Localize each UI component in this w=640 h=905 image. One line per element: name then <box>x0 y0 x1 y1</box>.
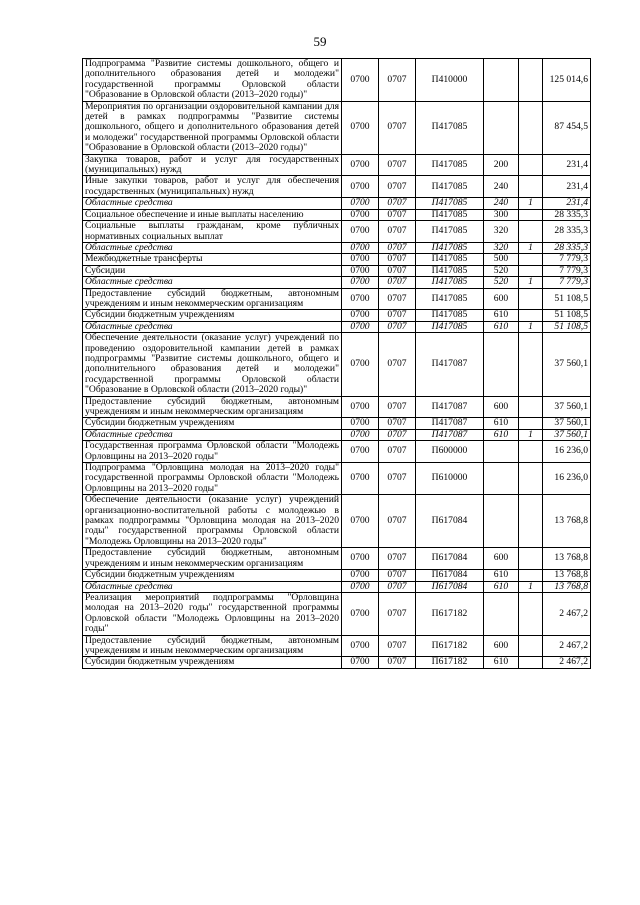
table-row <box>83 333 591 396</box>
amount: 16 236,0 <box>543 463 591 495</box>
subsection-code: 0707 <box>379 101 416 154</box>
target-article-code: П617182 <box>416 657 484 668</box>
section-code: 0700 <box>342 265 379 276</box>
row-name: Субсидии <box>83 265 342 276</box>
funding-source-code <box>519 59 543 102</box>
expense-type-code: 610 <box>484 581 519 592</box>
section-code: 0700 <box>342 495 379 548</box>
row-name: Областные средства <box>83 277 342 288</box>
section-code: 0700 <box>342 635 379 657</box>
subsection-code: 0707 <box>379 221 416 243</box>
amount: 13 768,8 <box>543 495 591 548</box>
subsection-code: 0707 <box>379 581 416 592</box>
section-code: 0700 <box>342 463 379 495</box>
amount: 37 560,1 <box>543 429 591 440</box>
subsection-code: 0707 <box>379 242 416 253</box>
table-row <box>83 176 591 198</box>
subsection-code: 0707 <box>379 198 416 209</box>
funding-source-code <box>519 570 543 581</box>
subsection-code: 0707 <box>379 254 416 265</box>
subsection-code: 0707 <box>379 277 416 288</box>
table-row <box>83 418 591 429</box>
subsection-code: 0707 <box>379 429 416 440</box>
target-article-code: П417085 <box>416 154 484 176</box>
table-row <box>83 635 591 657</box>
section-code: 0700 <box>342 429 379 440</box>
funding-source-code <box>519 592 543 635</box>
subsection-code: 0707 <box>379 592 416 635</box>
table-row <box>83 254 591 265</box>
funding-source-code: 1 <box>519 321 543 332</box>
amount: 7 779,3 <box>543 277 591 288</box>
row-name: Социальное обеспечение и иные выплаты населению <box>83 209 342 220</box>
table-row <box>83 310 591 321</box>
section-code: 0700 <box>342 441 379 463</box>
table-row <box>83 429 591 440</box>
table-row <box>83 242 591 253</box>
expense-type-code <box>484 333 519 396</box>
expense-type-code: 610 <box>484 570 519 581</box>
row-name: Областные средства <box>83 198 342 209</box>
funding-source-code <box>519 441 543 463</box>
funding-source-code <box>519 288 543 310</box>
subsection-code: 0707 <box>379 333 416 396</box>
section-code: 0700 <box>342 548 379 570</box>
target-article-code: П417085 <box>416 277 484 288</box>
subsection-code: 0707 <box>379 418 416 429</box>
expense-type-code <box>484 463 519 495</box>
target-article-code: П610000 <box>416 463 484 495</box>
table-row <box>83 321 591 332</box>
funding-source-code <box>519 548 543 570</box>
target-article-code: П617084 <box>416 570 484 581</box>
amount: 37 560,1 <box>543 418 591 429</box>
target-article-code: П617084 <box>416 548 484 570</box>
expense-type-code: 610 <box>484 657 519 668</box>
section-code: 0700 <box>342 310 379 321</box>
table-row <box>83 59 591 102</box>
row-name: Государственная программа Орловской области "Молодежь Орловщины на 2013–2020 годы" <box>83 441 342 463</box>
subsection-code: 0707 <box>379 463 416 495</box>
funding-source-code <box>519 418 543 429</box>
table-row <box>83 548 591 570</box>
expense-type-code: 610 <box>484 418 519 429</box>
expense-type-code: 300 <box>484 209 519 220</box>
amount: 13 768,8 <box>543 581 591 592</box>
target-article-code: П417085 <box>416 265 484 276</box>
table-row <box>83 277 591 288</box>
amount: 37 560,1 <box>543 333 591 396</box>
expense-type-code: 610 <box>484 321 519 332</box>
expense-type-code: 600 <box>484 635 519 657</box>
target-article-code: П417085 <box>416 101 484 154</box>
section-code: 0700 <box>342 333 379 396</box>
funding-source-code: 1 <box>519 242 543 253</box>
amount: 2 467,2 <box>543 592 591 635</box>
subsection-code: 0707 <box>379 310 416 321</box>
table-row <box>83 495 591 548</box>
amount: 51 108,5 <box>543 321 591 332</box>
section-code: 0700 <box>342 198 379 209</box>
row-name: Областные средства <box>83 581 342 592</box>
table-row <box>83 396 591 418</box>
expense-type-code: 320 <box>484 221 519 243</box>
expense-type-code: 240 <box>484 198 519 209</box>
amount: 7 779,3 <box>543 254 591 265</box>
budget-table <box>82 58 591 669</box>
expense-type-code <box>484 495 519 548</box>
row-name: Субсидии бюджетным учреждениям <box>83 418 342 429</box>
row-name: Подпрограмма "Орловщина молодая на 2013–2020 годы" государственной программы Орловской области "Молодежь Орловщины на 2013–2020 годы" <box>83 463 342 495</box>
section-code: 0700 <box>342 59 379 102</box>
expense-type-code: 320 <box>484 242 519 253</box>
subsection-code: 0707 <box>379 288 416 310</box>
expense-type-code: 240 <box>484 176 519 198</box>
amount: 125 014,6 <box>543 59 591 102</box>
subsection-code: 0707 <box>379 176 416 198</box>
target-article-code: П600000 <box>416 441 484 463</box>
table-row <box>83 101 591 154</box>
row-name: Реализация мероприятий подпрограммы "Орловщина молодая на 2013–2020 годы" государственной программы Орловской области "Молодежь Орловщины на 2013–2020 годы" <box>83 592 342 635</box>
subsection-code: 0707 <box>379 396 416 418</box>
section-code: 0700 <box>342 154 379 176</box>
expense-type-code: 200 <box>484 154 519 176</box>
expense-type-code: 500 <box>484 254 519 265</box>
row-name: Обеспечение деятельности (оказание услуг) учреждений по проведению оздоровительной кампании детей в рамках подпрограммы "Развитие системы дошкольного, общего и дополнительного образования детей и молодежи" государственной программы Орловской области "Образование в Орловской области (2013–2020 годы)" <box>83 333 342 396</box>
target-article-code: П417085 <box>416 242 484 253</box>
target-article-code: П417087 <box>416 396 484 418</box>
table-row <box>83 209 591 220</box>
subsection-code: 0707 <box>379 154 416 176</box>
table-body <box>83 59 591 669</box>
target-article-code: П417085 <box>416 209 484 220</box>
amount: 28 335,3 <box>543 221 591 243</box>
subsection-code: 0707 <box>379 657 416 668</box>
section-code: 0700 <box>342 592 379 635</box>
funding-source-code <box>519 176 543 198</box>
funding-source-code: 1 <box>519 429 543 440</box>
row-name: Областные средства <box>83 321 342 332</box>
table-row <box>83 221 591 243</box>
funding-source-code <box>519 657 543 668</box>
subsection-code: 0707 <box>379 635 416 657</box>
section-code: 0700 <box>342 570 379 581</box>
subsection-code: 0707 <box>379 548 416 570</box>
amount: 231,4 <box>543 154 591 176</box>
section-code: 0700 <box>342 254 379 265</box>
funding-source-code <box>519 635 543 657</box>
amount: 13 768,8 <box>543 570 591 581</box>
funding-source-code: 1 <box>519 277 543 288</box>
amount: 16 236,0 <box>543 441 591 463</box>
table-row <box>83 154 591 176</box>
funding-source-code <box>519 463 543 495</box>
target-article-code: П417085 <box>416 254 484 265</box>
expense-type-code <box>484 59 519 102</box>
section-code: 0700 <box>342 277 379 288</box>
target-article-code: П417085 <box>416 310 484 321</box>
funding-source-code <box>519 310 543 321</box>
section-code: 0700 <box>342 657 379 668</box>
table-row <box>83 463 591 495</box>
row-name: Обеспечение деятельности (оказание услуг) учреждений организационно-воспитательной работы с молодежью в рамках подпрограммы "Орловщина молодая на 2013–2020 годы" государственной программы Орловской области "Молодежь Орловщины на 2013–2020 годы" <box>83 495 342 548</box>
section-code: 0700 <box>342 101 379 154</box>
amount: 51 108,5 <box>543 288 591 310</box>
subsection-code: 0707 <box>379 59 416 102</box>
section-code: 0700 <box>342 396 379 418</box>
table-row <box>83 198 591 209</box>
target-article-code: П410000 <box>416 59 484 102</box>
funding-source-code <box>519 154 543 176</box>
row-name: Предоставление субсидий бюджетным, автономным учреждениям и иным некоммерческим организациям <box>83 635 342 657</box>
target-article-code: П417085 <box>416 198 484 209</box>
target-article-code: П617182 <box>416 635 484 657</box>
expense-type-code: 600 <box>484 288 519 310</box>
subsection-code: 0707 <box>379 321 416 332</box>
row-name: Субсидии бюджетным учреждениям <box>83 310 342 321</box>
expense-type-code: 610 <box>484 429 519 440</box>
table-row <box>83 592 591 635</box>
table-row <box>83 581 591 592</box>
row-name: Социальные выплаты гражданам, кроме публичных нормативных социальных выплат <box>83 221 342 243</box>
target-article-code: П417085 <box>416 221 484 243</box>
table-row <box>83 657 591 668</box>
expense-type-code: 610 <box>484 310 519 321</box>
expense-type-code: 520 <box>484 277 519 288</box>
row-name: Иные закупки товаров, работ и услуг для обеспечения государственных (муниципальных) нужд <box>83 176 342 198</box>
expense-type-code: 600 <box>484 396 519 418</box>
table-row <box>83 288 591 310</box>
table-row <box>83 570 591 581</box>
target-article-code: П417085 <box>416 176 484 198</box>
target-article-code: П617084 <box>416 495 484 548</box>
funding-source-code <box>519 396 543 418</box>
row-name: Мероприятия по организации оздоровительной кампании для детей в рамках подпрограммы "Развитие системы дошкольного, общего и дополнительного образования детей и молодежи" государственной программы Орловской области "Образование в Орловской области (2013–2020 годы)" <box>83 101 342 154</box>
section-code: 0700 <box>342 176 379 198</box>
target-article-code: П417087 <box>416 418 484 429</box>
section-code: 0700 <box>342 221 379 243</box>
amount: 51 108,5 <box>543 310 591 321</box>
row-name: Субсидии бюджетным учреждениям <box>83 657 342 668</box>
funding-source-code <box>519 209 543 220</box>
row-name: Закупка товаров, работ и услуг для государственных (муниципальных) нужд <box>83 154 342 176</box>
target-article-code: П617182 <box>416 592 484 635</box>
subsection-code: 0707 <box>379 209 416 220</box>
funding-source-code <box>519 333 543 396</box>
section-code: 0700 <box>342 581 379 592</box>
funding-source-code <box>519 495 543 548</box>
target-article-code: П417087 <box>416 333 484 396</box>
row-name: Предоставление субсидий бюджетным, автономным учреждениям и иным некоммерческим организациям <box>83 288 342 310</box>
table-row <box>83 441 591 463</box>
row-name: Предоставление субсидий бюджетным, автономным учреждениям и иным некоммерческим организациям <box>83 396 342 418</box>
amount: 231,4 <box>543 176 591 198</box>
section-code: 0700 <box>342 321 379 332</box>
row-name: Субсидии бюджетным учреждениям <box>83 570 342 581</box>
row-name: Предоставление субсидий бюджетным, автономным учреждениям и иным некоммерческим организациям <box>83 548 342 570</box>
amount: 28 335,3 <box>543 209 591 220</box>
amount: 87 454,5 <box>543 101 591 154</box>
target-article-code: П417085 <box>416 288 484 310</box>
amount: 231,4 <box>543 198 591 209</box>
funding-source-code <box>519 221 543 243</box>
amount: 2 467,2 <box>543 657 591 668</box>
amount: 13 768,8 <box>543 548 591 570</box>
page-number: 59 <box>313 34 327 49</box>
funding-source-code <box>519 254 543 265</box>
row-name: Межбюджетные трансферты <box>83 254 342 265</box>
section-code: 0700 <box>342 242 379 253</box>
row-name: Подпрограмма "Развитие системы дошкольного, общего и дополнительного образования детей и молодежи" государственной программы Орловской области "Образование в Орловской области (2013–2020 годы)" <box>83 59 342 102</box>
amount: 28 335,3 <box>543 242 591 253</box>
subsection-code: 0707 <box>379 441 416 463</box>
funding-source-code: 1 <box>519 198 543 209</box>
expense-type-code <box>484 101 519 154</box>
amount: 37 560,1 <box>543 396 591 418</box>
funding-source-code <box>519 265 543 276</box>
row-name: Областные средства <box>83 429 342 440</box>
section-code: 0700 <box>342 418 379 429</box>
section-code: 0700 <box>342 288 379 310</box>
subsection-code: 0707 <box>379 495 416 548</box>
expense-type-code <box>484 592 519 635</box>
funding-source-code <box>519 101 543 154</box>
row-name: Областные средства <box>83 242 342 253</box>
subsection-code: 0707 <box>379 265 416 276</box>
expense-type-code: 600 <box>484 548 519 570</box>
amount: 7 779,3 <box>543 265 591 276</box>
section-code: 0700 <box>342 209 379 220</box>
funding-source-code: 1 <box>519 581 543 592</box>
subsection-code: 0707 <box>379 570 416 581</box>
expense-type-code: 520 <box>484 265 519 276</box>
expense-type-code <box>484 441 519 463</box>
target-article-code: П617084 <box>416 581 484 592</box>
amount: 2 467,2 <box>543 635 591 657</box>
target-article-code: П417085 <box>416 321 484 332</box>
table-row <box>83 265 591 276</box>
target-article-code: П417087 <box>416 429 484 440</box>
